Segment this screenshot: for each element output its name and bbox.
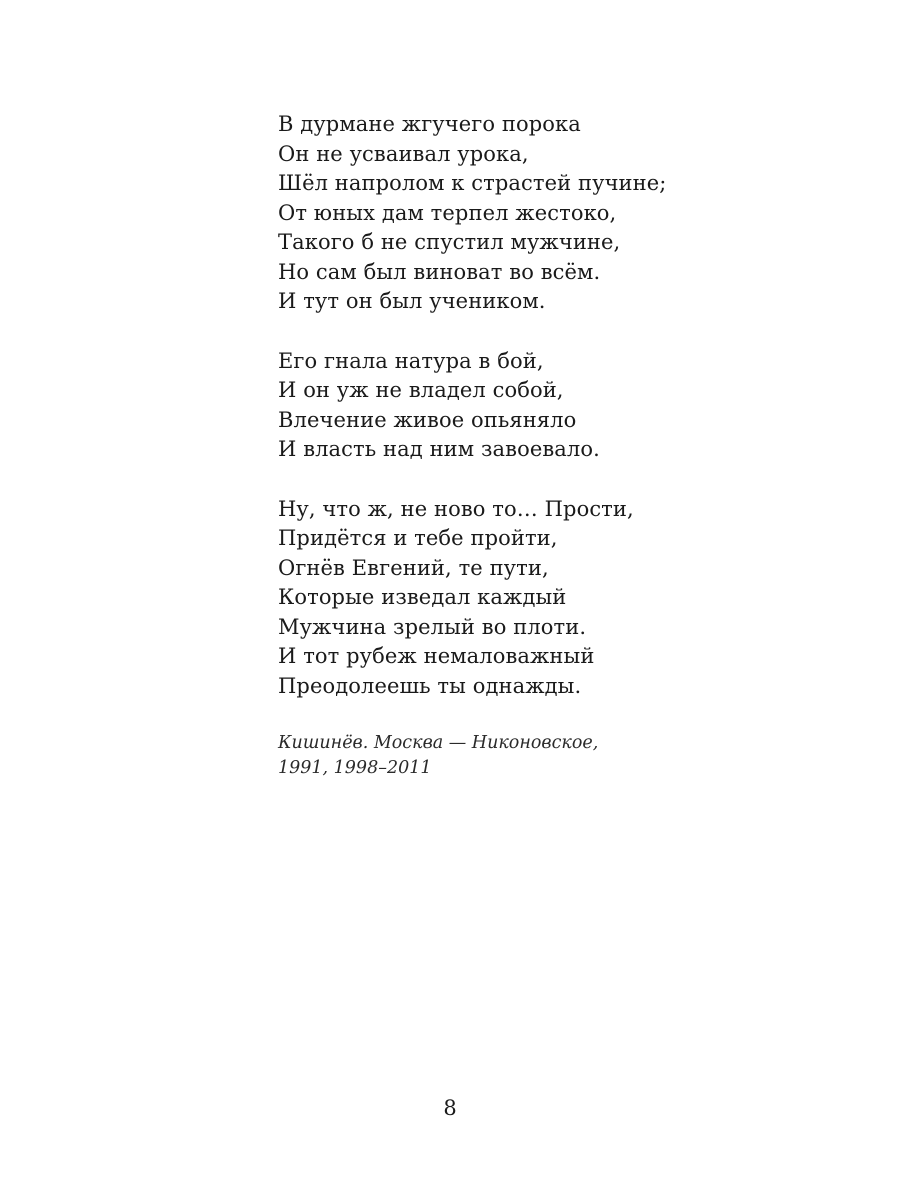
- stanza-1: [278, 110, 798, 317]
- poem-line: Преодолеешь ты однажды.: [278, 673, 582, 698]
- poem-line: Ну, что ж, не ново то… Прости,: [278, 496, 634, 521]
- poem-line: Но сам был виноват во всём.: [278, 259, 601, 284]
- poem-line: В дурмане жгучего порока: [278, 112, 581, 136]
- stanza-2: [278, 347, 798, 465]
- poem-line: Влечение живое опьяняло: [278, 407, 577, 432]
- page-number: 8: [443, 1096, 457, 1120]
- poem-line: Придётся и тебе пройти,: [278, 526, 558, 550]
- signature: [278, 731, 798, 781]
- poem-line: И тут он был учеником.: [278, 289, 546, 313]
- signature-dates: 1991, 1998–2011: [278, 758, 432, 778]
- poem-line: Мужчина зрелый во плоти.: [278, 614, 587, 639]
- signature-place: Кишинёв. Москва — Никоновское,: [278, 733, 599, 753]
- poem-line: Его гнала натура в бой,: [278, 348, 544, 373]
- poem-line: Он не усваивал урока,: [278, 141, 529, 166]
- stanza-3: [278, 495, 798, 702]
- poem-line: От юных дам терпел жестоко,: [278, 200, 617, 225]
- poem-line: И власть над ним завоевало.: [278, 437, 600, 461]
- poem-line: Шёл напролом к страстей пучине;: [278, 171, 667, 195]
- poem-line: Такого б не спустил мужчине,: [278, 230, 621, 254]
- poem-line: И тот рубеж немаловажный: [278, 644, 595, 668]
- poem: [278, 110, 798, 781]
- poem-line: Огнёв Евгений, те пути,: [278, 555, 549, 580]
- poem-line: Которые изведал каждый: [278, 585, 567, 609]
- poem-line: И он уж не владел собой,: [278, 378, 564, 402]
